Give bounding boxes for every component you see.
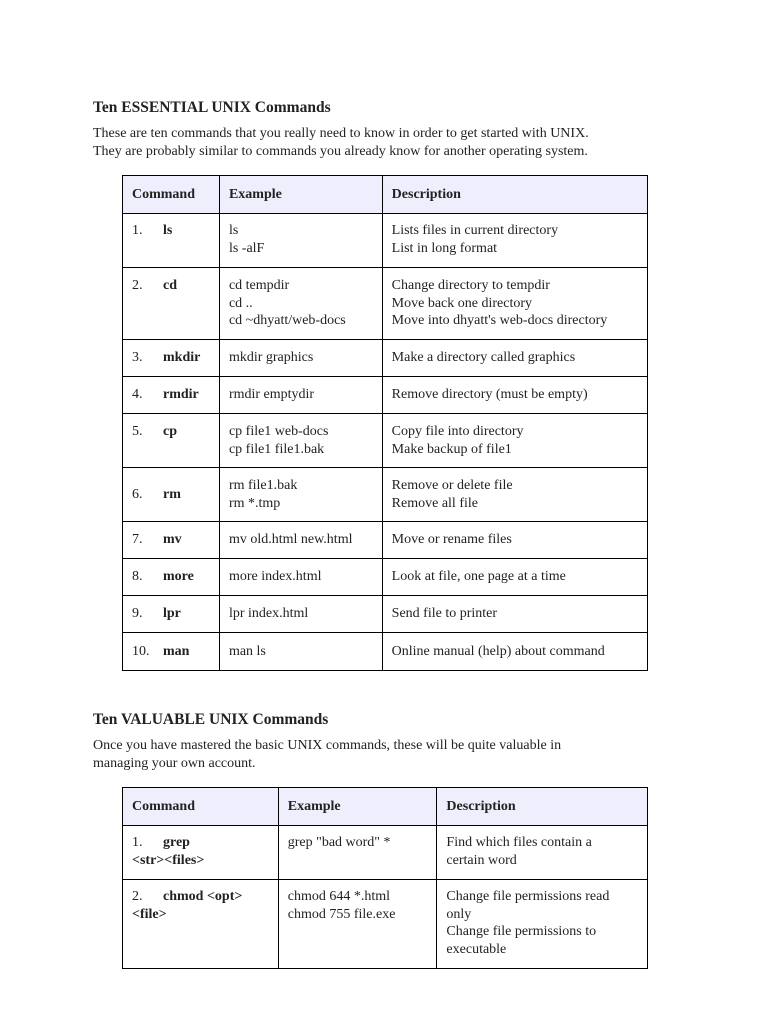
- command-name: rm: [163, 486, 181, 502]
- row-number: 7.: [132, 532, 143, 548]
- description-line: only: [446, 906, 472, 922]
- command-name: rmdir: [163, 387, 199, 403]
- example-line: rm *.tmp: [228, 495, 281, 511]
- table-row: [123, 340, 648, 377]
- command-name: more: [163, 569, 194, 585]
- description-cell: [382, 468, 647, 522]
- example-cell: [219, 559, 382, 596]
- command-cell: [123, 268, 220, 340]
- description-line: Send file to printer: [391, 606, 498, 622]
- command-cell: [123, 633, 220, 671]
- row-number: 9.: [132, 606, 143, 622]
- description-line: Change directory to tempdir: [391, 278, 550, 293]
- command-cell: [123, 414, 220, 468]
- example-line: cd tempdir: [228, 278, 290, 293]
- table-row: [123, 414, 648, 468]
- example-line: more index.html: [228, 569, 322, 585]
- valuable-commands-table: [122, 787, 648, 969]
- command-name: mkdir: [163, 350, 201, 366]
- command-name: cd: [163, 278, 177, 293]
- description-line: executable: [446, 941, 507, 957]
- command-args: <file>: [132, 906, 167, 922]
- description-line: Move back one directory: [391, 295, 533, 311]
- header-command: Command: [123, 788, 279, 826]
- description-cell: [437, 880, 648, 969]
- example-line: mv old.html new.html: [228, 532, 353, 548]
- description-cell: [382, 414, 647, 468]
- essential-intro: [93, 125, 653, 160]
- row-number: 6.: [132, 486, 143, 502]
- table-row: [123, 596, 648, 633]
- example-cell: [219, 414, 382, 468]
- table-row: [123, 559, 648, 596]
- description-line: Find which files contain a: [446, 835, 592, 850]
- command-cell: [123, 468, 220, 522]
- header-description: Description: [382, 176, 647, 214]
- command-name: man: [163, 643, 190, 659]
- header-description: Description: [437, 788, 648, 826]
- table-row: [123, 826, 648, 880]
- command-cell: [123, 214, 220, 268]
- table-row: [123, 468, 648, 522]
- essential-section-title: Ten ESSENTIAL UNIX Commands: [93, 99, 331, 116]
- example-line: rmdir emptydir: [228, 387, 315, 403]
- description-cell: [382, 633, 647, 671]
- example-cell: [219, 214, 382, 268]
- command-cell: [123, 522, 220, 559]
- example-line: cp file1 file1.bak: [228, 441, 325, 457]
- description-cell: [382, 522, 647, 559]
- example-line: cp file1 web-docs: [228, 424, 329, 439]
- command-name: mv: [163, 532, 182, 548]
- example-cell: [219, 633, 382, 671]
- table-row: [123, 880, 648, 969]
- description-line: Remove or delete file: [391, 478, 513, 493]
- description-cell: [382, 340, 647, 377]
- description-cell: [382, 214, 647, 268]
- example-line: rm file1.bak: [228, 478, 298, 493]
- command-args: <str><files>: [132, 852, 205, 868]
- example-cell: [278, 826, 437, 880]
- row-number: 2.: [132, 889, 143, 904]
- example-cell: [219, 340, 382, 377]
- example-line: lpr index.html: [228, 606, 309, 622]
- example-line: man ls: [228, 643, 266, 659]
- description-line: Move into dhyatt's web-docs directory: [391, 313, 608, 328]
- valuable-intro: [93, 737, 653, 772]
- command-cell: [123, 377, 220, 414]
- valuable-section-title: Ten VALUABLE UNIX Commands: [93, 711, 329, 728]
- command-name: lpr: [163, 606, 181, 622]
- example-line: cd ..: [228, 295, 253, 311]
- example-cell: [219, 468, 382, 522]
- example-line: grep "bad word" *: [287, 835, 391, 850]
- command-cell: [123, 559, 220, 596]
- description-line: Remove all file: [391, 495, 478, 511]
- command-cell: [123, 596, 220, 633]
- description-cell: [382, 268, 647, 340]
- valuable-intro-line-1: Once you have mastered the basic UNIX commands, these will be quite valuable in: [93, 738, 562, 753]
- row-number: 8.: [132, 569, 143, 585]
- table-row: [123, 522, 648, 559]
- table-row: [123, 268, 648, 340]
- row-number: 10.: [132, 643, 150, 659]
- description-line: Lists files in current directory: [391, 223, 559, 238]
- table-header-row: [123, 788, 648, 826]
- table-row: [123, 214, 648, 268]
- description-line: Move or rename files: [391, 532, 512, 548]
- command-cell: [123, 880, 279, 969]
- example-cell: [219, 268, 382, 340]
- description-cell: [382, 596, 647, 633]
- example-cell: [219, 596, 382, 633]
- row-number: 1.: [132, 835, 143, 850]
- command-cell: [123, 340, 220, 377]
- example-line: cd ~dhyatt/web-docs: [228, 313, 346, 328]
- description-line: Make backup of file1: [391, 441, 512, 457]
- command-name: cp: [163, 424, 177, 439]
- description-line: Change file permissions to: [446, 924, 597, 939]
- table-header-row: [123, 176, 648, 214]
- example-line: chmod 644 *.html: [287, 889, 391, 904]
- example-cell: [278, 880, 437, 969]
- description-line: Remove directory (must be empty): [391, 387, 588, 403]
- row-number: 2.: [132, 278, 143, 293]
- description-cell: [382, 377, 647, 414]
- valuable-intro-line-2: managing your own account.: [93, 755, 256, 771]
- essential-commands-table: [122, 175, 648, 671]
- description-line: Make a directory called graphics: [391, 350, 576, 366]
- description-line: List in long format: [391, 240, 498, 256]
- table-row: [123, 633, 648, 671]
- row-number: 4.: [132, 387, 143, 403]
- example-cell: [219, 377, 382, 414]
- header-example: Example: [278, 788, 437, 826]
- example-line: ls: [228, 223, 239, 238]
- example-line: chmod 755 file.exe: [287, 906, 396, 922]
- row-number: 5.: [132, 424, 143, 439]
- description-cell: [437, 826, 648, 880]
- description-line: Change file permissions read: [446, 889, 610, 904]
- command-cell: [123, 826, 279, 880]
- table-row: [123, 377, 648, 414]
- row-number: 1.: [132, 223, 143, 238]
- essential-intro-line-2: They are probably similar to commands you already know for another operating system.: [93, 143, 588, 159]
- example-cell: [219, 522, 382, 559]
- description-line: Online manual (help) about command: [391, 643, 605, 659]
- description-cell: [382, 559, 647, 596]
- command-name: grep: [163, 835, 190, 850]
- command-name: ls: [163, 223, 173, 238]
- example-line: mkdir graphics: [228, 350, 314, 366]
- description-line: certain word: [446, 852, 517, 868]
- header-command: Command: [123, 176, 220, 214]
- example-line: ls -alF: [228, 240, 265, 256]
- description-line: Look at file, one page at a time: [391, 569, 566, 585]
- row-number: 3.: [132, 350, 143, 366]
- essential-intro-line-1: These are ten commands that you really need to know in order to get started with UNIX.: [93, 126, 589, 141]
- command-name: chmod <opt>: [163, 889, 243, 904]
- header-example: Example: [219, 176, 382, 214]
- description-line: Copy file into directory: [391, 424, 524, 439]
